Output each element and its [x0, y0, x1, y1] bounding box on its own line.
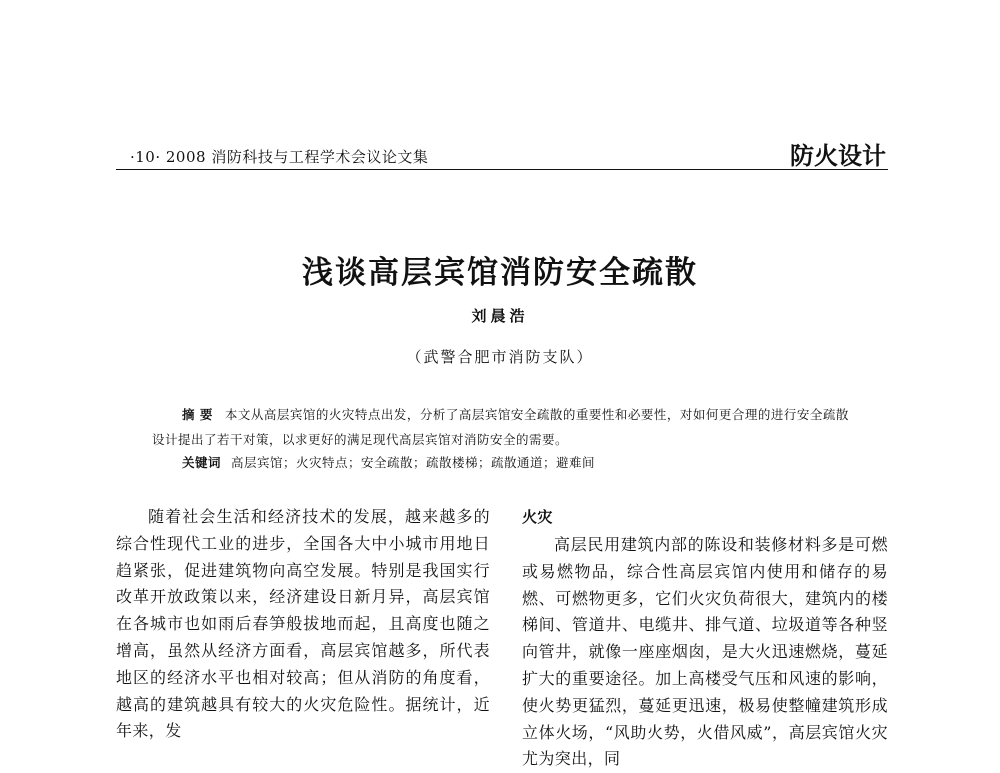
- section-heading-fire: 火灾: [522, 508, 553, 526]
- paper-title: 浅谈高层宾馆消防安全疏散: [302, 255, 698, 291]
- body-column-left: [116, 504, 490, 745]
- keywords-label: 关键词: [182, 455, 222, 470]
- abstract: [152, 402, 852, 452]
- body-paragraph-right: 高层民用建筑内部的陈设和装修材料多是可燃或易燃物品，综合性高层宾馆内使用和储存的易燃、可燃物更多，它们火灾负荷很大，建筑内的楼梯间、管道井、电缆井、排气道、垃圾道等各种竖向管井，就像一座座烟囱，是大火迅速燃烧，蔓延扩大的重要途径。加上高楼受气压和风速的影响，使火势更猛烈，蔓延更迅速，极易使整幢建筑形成立体火场，“风助火势，火借风威”，高层宾馆火灾尤为突出，同: [522, 535, 888, 769]
- header-rule: [116, 169, 888, 170]
- body-column-right: [522, 504, 888, 773]
- header-section-name: 防火设计: [790, 142, 886, 170]
- author-affiliation: （武警合肥市消防支队）: [406, 348, 594, 366]
- running-header: [116, 132, 888, 172]
- abstract-text: 本文从高层宾馆的火灾特点出发，分析了高层宾馆安全疏散的重要性和必要性，对如何更合理的进行安全疏散设计提出了若干对策，以求更好的满足现代高层宾馆对消防安全的需要。: [152, 407, 849, 447]
- author-name: 刘晨浩: [471, 307, 529, 325]
- body-paragraph-left: 随着社会生活和经济技术的发展，越来越多的综合性现代工业的进步，全国各大中小城市用地日趋紧张，促进建筑物向高空发展。特别是我国实行改革开放政策以来，经济建设日新月异，高层宾馆在各城市也如雨后春笋般拔地而起，且高度也随之增高，虽然从经济方面看，高层宾馆越多，所代表地区的经济水平也相对较高；但从消防的角度看，越高的建筑越具有较大的火灾危险性。据统计，近年来，发: [116, 507, 490, 741]
- abstract-label: 摘 要: [182, 407, 213, 422]
- header-journal-info: ·10· 2008 消防科技与工程学术会议论文集: [130, 148, 429, 166]
- keywords-text: 高层宾馆；火灾特点；安全疏散；疏散楼梯；疏散通道；避难间: [231, 455, 596, 470]
- keywords: [182, 453, 852, 471]
